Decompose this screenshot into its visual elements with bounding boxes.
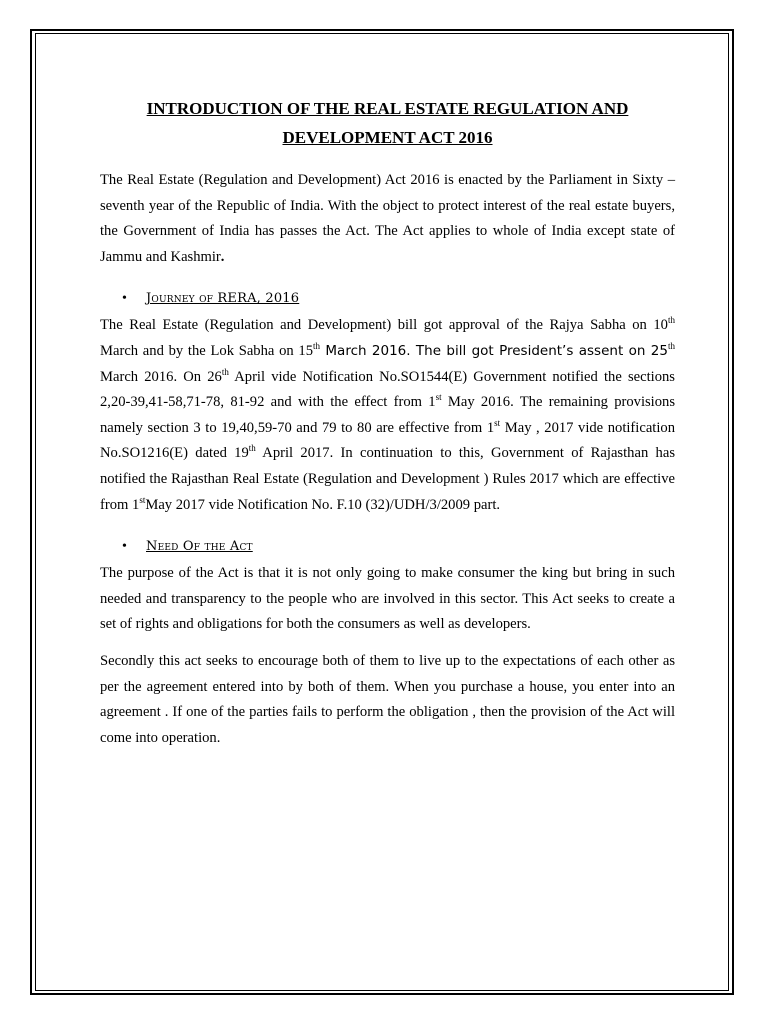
superscript: th xyxy=(313,341,321,352)
section-heading-journey xyxy=(122,286,675,311)
journey-text-8: April 2017. In continuation to this, Government of Rajasthan has notified the Rajasthan Real Estate (Regulation and Development ) Rules 2017 which are effective from 1 xyxy=(100,445,675,513)
journey-text-3: March 2016. The bill got President’s assent on 25 xyxy=(320,342,668,359)
superscript: st xyxy=(494,417,501,428)
journey-text-6: May 2016. The remaining provisions namely section 3 to 19,40,59-70 and 79 to 80 are effective from 1 xyxy=(100,394,676,436)
need-heading: Need Of the Act xyxy=(146,539,253,555)
journey-text-5: April vide Notification No.SO1544(E) Government notified the sections 2,20-39,41-58,71-78, 81-92 and with the effect from 1 xyxy=(100,368,675,411)
superscript: th xyxy=(667,341,675,352)
intro-end: . xyxy=(220,248,225,265)
document-page xyxy=(100,94,675,751)
superscript: st xyxy=(139,494,146,505)
title-line-2: DEVELOPMENT ACT 2016 xyxy=(282,128,493,147)
document-title xyxy=(100,94,675,152)
journey-text-4: March 2016. On 26 xyxy=(100,368,222,385)
journey-text-9: May 2017 vide Notification No. F.10 (32)/UDH/3/2009 part. xyxy=(145,496,501,513)
journey-paragraph xyxy=(100,313,675,518)
need-paragraph-2: Secondly this act seeks to encourage both of them to live up to the expectations of each other as per the agreement entered into by both of them. When you purchase a house, you enter into an agreement . If one of the parties fails to perform the obligation , then the provision of the Act will come into operation. xyxy=(100,652,675,746)
superscript: st xyxy=(435,392,442,403)
intro-paragraph xyxy=(100,168,675,270)
section-heading-need xyxy=(122,534,675,559)
superscript: th xyxy=(667,315,675,326)
journey-text-7: May , 2017 vide notification No.SO1216(E) dated 19 xyxy=(100,419,675,462)
journey-heading: Journey of RERA, 2016 xyxy=(146,291,300,307)
need-paragraph-1: The purpose of the Act is that it is not only going to make consumer the king but bring in such needed and transparency to the people who are involved in this sector. This Act seeks to create a set of rights and obligations for both the consumers as well as developers. xyxy=(100,565,675,633)
bullet-icon: • xyxy=(122,291,127,307)
journey-text-2: March and by the Lok Sabha on 15 xyxy=(100,342,314,359)
journey-text-1: The Real Estate (Regulation and Development) bill got approval of the Rajya Sabha on 10 xyxy=(100,317,668,334)
title-line-1: INTRODUCTION OF THE REAL ESTATE REGULATION AND xyxy=(146,99,629,118)
bullet-icon: • xyxy=(122,539,127,555)
superscript: th xyxy=(248,443,256,454)
intro-text: The Real Estate (Regulation and Development) Act 2016 is enacted by the Parliament in Sixty –seventh year of the Republic of India. With the object to protect interest of the real estate buyers, the Government of India has passes the Act. The Act applies to whole of India except state of Jammu and Kashmir xyxy=(100,172,675,265)
superscript: th xyxy=(221,366,229,377)
